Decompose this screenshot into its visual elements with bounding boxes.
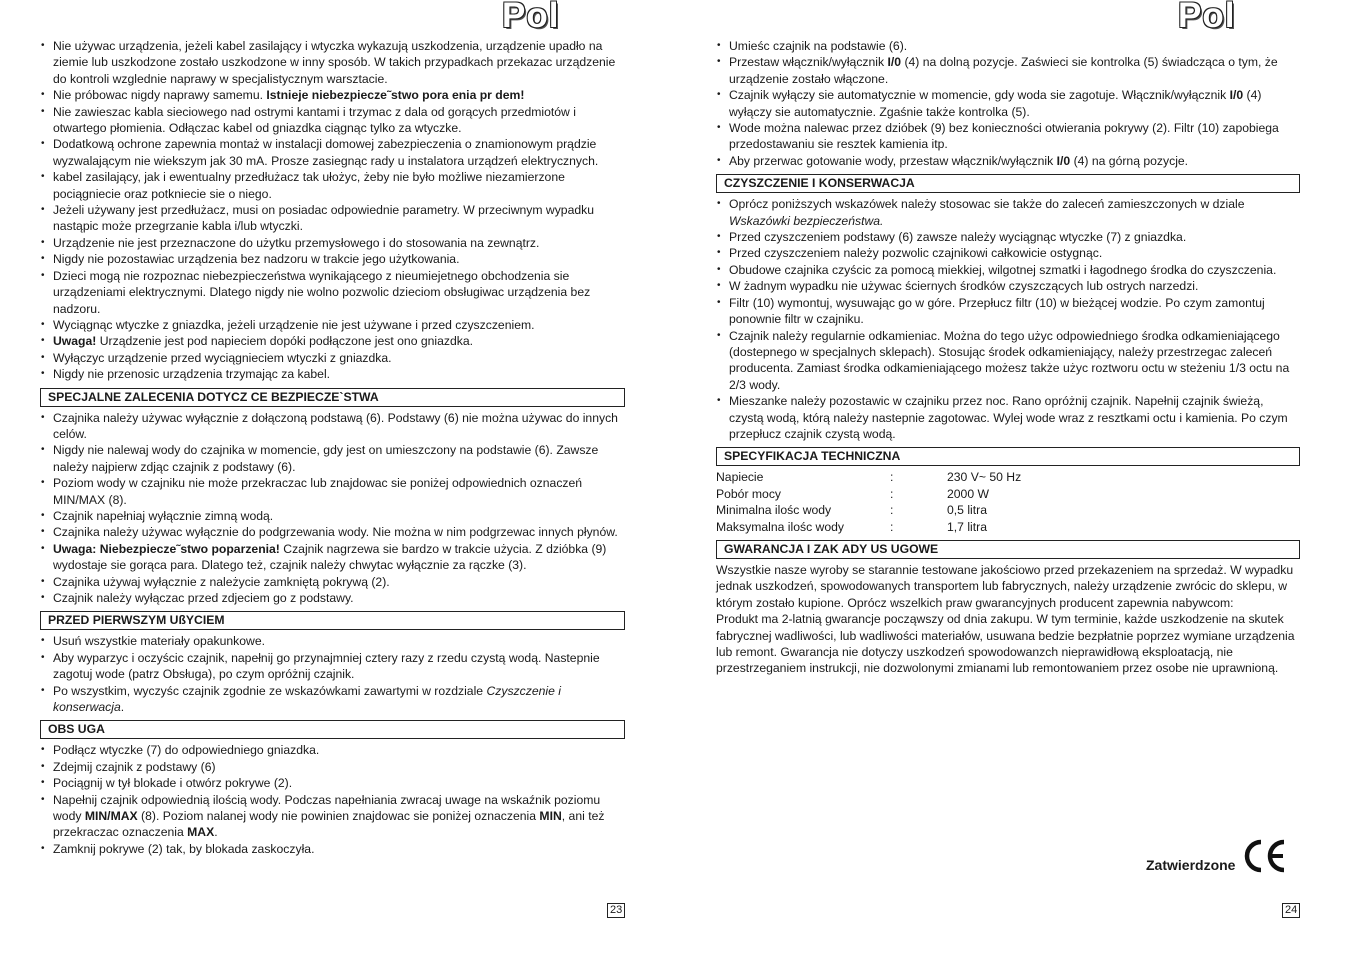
- list-item: • Napełnij czajnik odpowiednią ilością wody. Podczas napełniania zwracaj uwage na wskaźnik poziomu wody MIN/MAX (8). Poziom nalanej wody nie powinien znajdowac sie poniżej oznaczenia MIN, ani też przekraczac oznaczenia MAX.: [40, 792, 625, 841]
- list-item: • Nigdy nie nalewaj wody do czajnika w momencie, gdy jest on umieszczony na podstawie (6). Zawsze należy najpierw zdjąc czajnik z podstawy (6).: [40, 442, 625, 475]
- list-item: • Poziom wody w czajniku nie może przekraczac lub znajdowac sie poniżej odpowiednich oznaczeń MIN/MAX (8).: [40, 475, 625, 508]
- cleaning-list: [716, 196, 1300, 442]
- section-heading-operation: OBS UGA: [40, 720, 625, 739]
- chapter-reference: Wskazówki bezpieczeństwa.: [729, 213, 884, 228]
- list-item: • W żadnym wypadku nie używac ściernych środków czyszczących lub ostrych narzedzi.: [716, 278, 1300, 294]
- list-item: • Nigdy nie przenosic urządzenia trzymając za kabel.: [40, 366, 625, 382]
- list-item: • Czajnik należy regularnie odkamieniac. Można do tego użyc odpowiedniego środka odkamieniającego (dostepnego w specjalnych sklepach). Stosując środek odkamieniający, należy przestrzegac zaleceń producenta. Zamiast środka odkamieniającego możesz także użyc roztworu octu w steżeniu 1/3 octu na 2/3 wody.: [716, 328, 1300, 394]
- page-number: 24: [1282, 903, 1300, 918]
- list-item: • Czajnika należy używac wyłącznie do podgrzewania wody. Nie można w nim podgrzewac innych płynów.: [40, 524, 625, 540]
- section-heading-special: SPECJALNE ZALECENIA DOTYCZ CE BEZPIECZE`STWA: [40, 388, 625, 407]
- spec-row: Minimalna ilośc wody : 0,5 litra: [716, 503, 987, 518]
- warranty-paragraph: Produkt ma 2-latnią gwarancje począwszy od dnia zakupu. W tym terminie, każde uszkodzenie na skutek fabrycznej wadliwości, lub wadliwości materiałów, usuwana bedzie bezpłatnie poprzez wymiane urządzenia lub remont. Gwarancja nie dotyczy uszkodzeń spowodowanzch nieprawidłową eksploatacją, nie przestrzeganiem instrukcji, nie dozwolonymi zmianami lub remontowaniem przez osobe nie uprawnioną.: [716, 612, 1295, 676]
- warning-text: Uwaga!: [53, 334, 97, 349]
- operation-list-continued: [716, 38, 1300, 169]
- operation-list: [40, 742, 625, 857]
- list-item: • Wode można nalewac przez dzióbek (9) bez konieczności otwierania pokrywy (2). Filtr (10) zapobiega przedostawaniu sie resztek kamienia itp.: [716, 120, 1300, 153]
- list-item: • Umieśc czajnik na podstawie (6).: [716, 38, 1300, 54]
- list-item: • Filtr (10) wymontuj, wysuwając go w góre. Przepłucz filtr (10) w bieżącej wodzie. Po czym zamontuj ponownie filtr w czajniku.: [716, 295, 1300, 328]
- page-content: [40, 38, 625, 857]
- list-item: • Wyciągnąc wtyczke z gniazdka, jeżeli urządzenie nie jest używane i przed czyszczeniem.: [40, 317, 625, 333]
- chapter-reference: Czyszczenie i konserwacja: [53, 683, 561, 715]
- page-title: Pol: [1178, 0, 1236, 35]
- list-item: • Uwaga! Urządzenie jest pod napieciem dopóki podłączone jest ono gniazdka.: [40, 333, 625, 349]
- list-item: • Uwaga: Niebezpiecze˜stwo poparzenia! Czajnik nagrzewa sie bardzo w trakcie użycia. Z dzióbka (9) wydostaje sie gorąca para. Dlatego też, czajnik należy chwytac wyłącznie za rączke (3).: [40, 541, 625, 574]
- list-item: • Urządzenie nie jest przeznaczone do użytku przemysłowego i do stosowania na zewnątrz.: [40, 235, 625, 251]
- list-item: • Nigdy nie pozostawiac urządzenia bez nadzoru w trakcie jego użytkowania.: [40, 251, 625, 267]
- ce-mark-icon: [1241, 838, 1287, 874]
- section-heading-first-use: PRZED PIERWSZYM UßYCIEM: [40, 611, 625, 630]
- list-item: • Aby wyparzyc i oczyścic czajnik, napełnij go przynajmniej cztery razy z rzedu czystą wodą. Nastepnie zagotuj wode (patrz Obsługa), po czym opróżnij czajnik.: [40, 650, 625, 683]
- list-item: • Usuń wszystkie materiały opakunkowe.: [40, 633, 625, 649]
- section-heading-cleaning: CZYSZCZENIE I KONSERWACJA: [716, 174, 1300, 193]
- list-item: • Po wszystkim, wyczyśc czajnik zgodnie ze wskazówkami zawartymi w rozdziale Czyszczenie i konserwacja.: [40, 683, 625, 716]
- list-item: • Jeżeli używany jest przedłużacz, musi on posiadac odpowiednie parametry. W przeciwnym wypadku nastąpic może przegrzanie kabla i/lub wtyczki.: [40, 202, 625, 235]
- safety-list: [40, 38, 625, 383]
- spec-row: Maksymalna ilośc wody : 1,7 litra: [716, 519, 987, 534]
- list-item: • Dzieci mogą nie rozpoznac niebezpieczeństwa wynikającego z nieumiejetnego obchodzenia sie urządzeniami elektrycznymi. Dlatego nigdy nie wolno pozwolic dzieciom obsługiwac urządzenia bez nadzoru.: [40, 268, 625, 317]
- list-item: • Zdejmij czajnik z podstawy (6): [40, 759, 625, 775]
- spec-table: [716, 469, 1300, 535]
- list-item: • Pociągnij w tył blokade i otwórz pokrywe (2).: [40, 775, 625, 791]
- list-item: • Czajnika należy używac wyłącznie z dołączoną podstawą (6). Podstawy (6) nie można używac do innych celów.: [40, 410, 625, 443]
- approved-label: Zatwierdzone: [1146, 857, 1236, 873]
- list-item: • Przed czyszczeniem podstawy (6) zawsze należy wyciągnąc wtyczke (7) z gniazdka.: [716, 229, 1300, 245]
- warranty-paragraph: Wszystkie nasze wyroby se starannie testowane jakościowo przed przekazeniem na sprzedaż. W wypadku jednak uszkodzeń, spowodowanych transportem lub fabrycznych, należy urządzenie zwrócic do sklepu, w którym zostało kupione. Oprócz wszelkich praw gwarancyjnych producent zapewnia nabywcom:: [716, 562, 1294, 610]
- list-item: • Nie używac urządzenia, jeżeli kabel zasilający i wtyczka wykazują uszkodzenia, urządzenie upadło na ziemie lub uszkodzone zostało uszkodzone w inny sposób. W takich przypadkach przekazac urządzenie do kontroli wzglednie naprawy w specjalistycznym warsztacie.: [40, 38, 625, 87]
- list-item: • Aby przerwac gotowanie wody, przestaw włącznik/wyłącznik I/0 (4) na górną pozycje.: [716, 153, 1300, 169]
- page-number: 23: [607, 903, 625, 918]
- special-list: [40, 410, 625, 607]
- list-item: • Czajnik napełniaj wyłącznie zimną wodą.: [40, 508, 625, 524]
- list-item: • Czajnika używaj wyłącznie z należycie zamkniętą pokrywą (2).: [40, 574, 625, 590]
- list-item: • Czajnik należy wyłączac przed zdjeciem go z podstawy.: [40, 590, 625, 606]
- list-item: • Mieszanke należy pozostawic w czajniku przez noc. Rano opróżnij czajnik. Napełnij czajnik świeżą, czystą wodą, którą należy nastepnie zagotowac. Wylej wode wraz z resztkami octu i kamienia. Po czym przepłucz czajnik czystą wodą.: [716, 393, 1300, 442]
- list-item: • Czajnik wyłączy sie automatycznie w momencie, gdy woda sie zagotuje. Włącznik/wyłącznik I/0 (4) wyłączy sie automatycznie. Zgaśnie także kontrolka (5).: [716, 87, 1300, 120]
- section-heading-specification: SPECYFIKACJA TECHNICZNA: [716, 447, 1300, 466]
- list-item: • Nie zawieszac kabla sieciowego nad ostrymi kantami i trzymac z dala od gorących przedmiotów i otwartego płomienia. Odłączac kabel od gniazdka ciągnąc tylko za wtyczke.: [40, 104, 625, 137]
- list-item: • Przed czyszczeniem należy pozwolic czajnikowi całkowicie ostygnąc.: [716, 245, 1300, 261]
- list-item: • Obudowe czajnika czyścic za pomocą miekkiej, wilgotnej szmatki i łagodnego środka do czyszczenia.: [716, 262, 1300, 278]
- list-item: • kabel zasilający, jak i ewentualny przedłużacz tak ułożyc, żeby nie było możliwe niezamierzone pociągniecie oraz potkniecie sie o niego.: [40, 169, 625, 202]
- list-item: • Oprócz poniższych wskazówek należy stosowac sie także do zaleceń zamieszczonych w dziale Wskazówki bezpieczeństwa.: [716, 196, 1300, 229]
- list-item: • Przestaw włącznik/wyłącznik I/0 (4) na dolną pozycje. Zaświeci sie kontrolka (5) świadcząca o tym, że urządzenie zostało włączone.: [716, 54, 1300, 87]
- page-content: [716, 38, 1300, 677]
- list-item: • Zamknij pokrywe (2) tak, by blokada zaskoczyła.: [40, 841, 625, 857]
- spec-row: Napiecie : 230 V~ 50 Hz: [716, 470, 1022, 485]
- list-item: • Dodatkową ochrone zapewnia montaż w instalacji domowej zabezpieczenia o znamionowym prądzie wyzwalającym nie wiekszym jak 30 mA. Prosze zasiegnąc rady u instalatora urządzeń elektrycznych.: [40, 136, 625, 169]
- warning-text: Istnieje niebezpiecze˜stwo pora enia pr dem!: [266, 88, 525, 103]
- page-title: Pol: [502, 0, 560, 35]
- section-heading-warranty: GWARANCJA I ZAK ADY US UGOWE: [716, 540, 1300, 559]
- approval-mark: [1146, 838, 1287, 874]
- warning-text: Uwaga: Niebezpiecze˜stwo poparzenia!: [53, 541, 280, 556]
- spec-row: Pobór mocy : 2000 W: [716, 486, 990, 501]
- list-item: • Wyłączyc urządzenie przed wyciągnieciem wtyczki z gniazdka.: [40, 350, 625, 366]
- list-item: • Nie próbowac nigdy naprawy samemu. Istnieje niebezpiecze˜stwo pora enia pr dem!: [40, 87, 625, 103]
- first-use-list: [40, 633, 625, 715]
- list-item: • Podłącz wtyczke (7) do odpowiedniego gniazdka.: [40, 742, 625, 758]
